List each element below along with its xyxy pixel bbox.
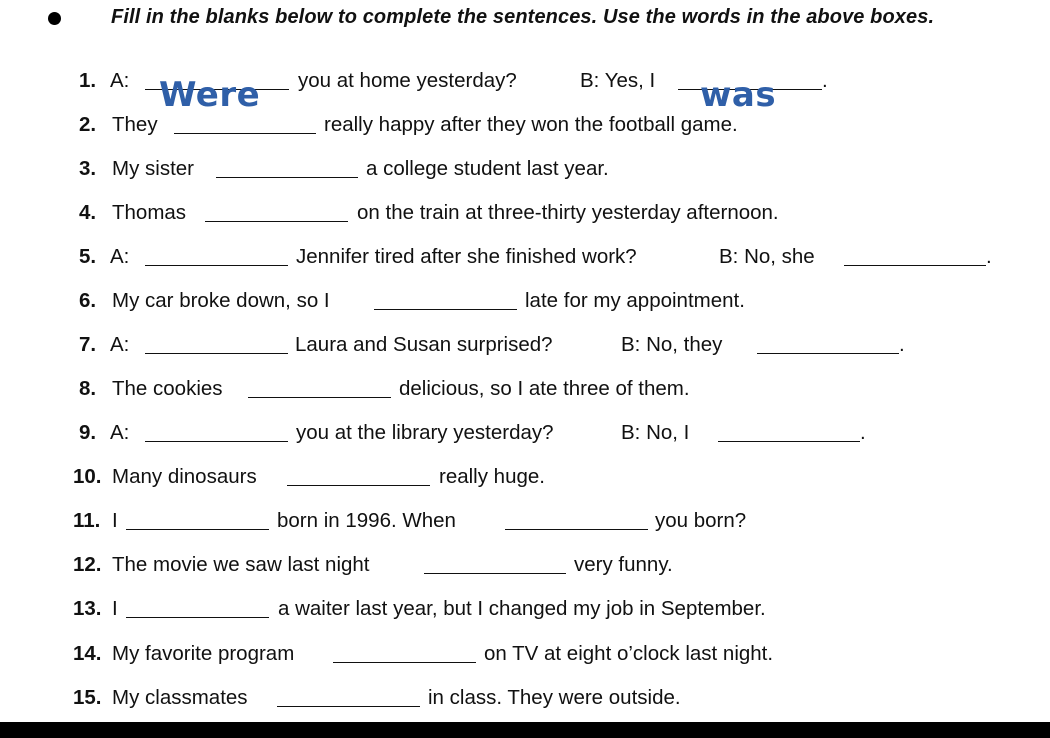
item-number: 5.: [79, 245, 97, 268]
item-text: on the train at three-thirty yesterday afternoon.: [357, 201, 779, 224]
item-text: you at the library yesterday?: [296, 421, 554, 444]
item-text: B: No, she: [719, 245, 815, 268]
exercise-11: [0, 506, 1050, 536]
item-text: My classmates: [112, 686, 248, 709]
exercise-5: [0, 242, 1050, 272]
item-text: very funny.: [574, 553, 673, 576]
item-text: The cookies: [112, 377, 223, 400]
item-text: a waiter last year, but I changed my job in September.: [278, 597, 766, 620]
exercise-9: [0, 418, 1050, 448]
answer-handwritten: Were: [159, 75, 261, 115]
answer-handwritten: was: [700, 75, 777, 115]
exercise-6: [0, 286, 1050, 316]
item-text: in class. They were outside.: [428, 686, 681, 709]
item-text: on TV at eight o’clock last night.: [484, 642, 774, 665]
item-number: 9.: [79, 421, 97, 444]
blank[interactable]: [374, 309, 517, 310]
item-number: 8.: [79, 377, 97, 400]
blank[interactable]: [287, 485, 430, 486]
item-text: delicious, so I ate three of them.: [399, 377, 690, 400]
item-number: 10.: [73, 465, 102, 488]
blank[interactable]: [844, 265, 986, 266]
item-text: really huge.: [439, 465, 545, 488]
item-text: Laura and Susan surprised?: [295, 333, 553, 356]
blank[interactable]: [145, 265, 288, 266]
exercise-2: [0, 110, 1050, 140]
item-text: really happy after they won the football game.: [324, 113, 738, 136]
item-text: B: No, they: [621, 333, 723, 356]
item-text: B: Yes, I: [580, 69, 656, 92]
item-number: 7.: [79, 333, 97, 356]
exercise-15: [0, 683, 1050, 713]
item-text: A:: [110, 245, 130, 268]
item-text: B: No, I: [621, 421, 690, 444]
item-text: A:: [110, 69, 130, 92]
item-number: 1.: [79, 69, 97, 92]
bottom-black-bar: [0, 722, 1050, 738]
blank[interactable]: [678, 75, 822, 115]
blank[interactable]: [126, 529, 269, 530]
exercise-10: [0, 462, 1050, 492]
blank[interactable]: [145, 353, 288, 354]
blank[interactable]: [277, 706, 420, 707]
item-text: born in 1996. When: [277, 509, 456, 532]
instructions: Fill in the blanks below to complete the sentences. Use the words in the above boxes.: [111, 6, 935, 28]
item-number: 12.: [73, 553, 102, 576]
item-text: My favorite program: [112, 642, 295, 665]
exercise-4: [0, 198, 1050, 228]
item-number: 14.: [73, 642, 102, 665]
item-text: you at home yesterday?: [298, 69, 517, 92]
item-text: I: [112, 597, 118, 620]
item-number: 6.: [79, 289, 97, 312]
item-text: My car broke down, so I: [112, 289, 330, 312]
exercise-13: [0, 594, 1050, 624]
blank[interactable]: [248, 397, 391, 398]
blank[interactable]: [205, 221, 348, 222]
item-text: .: [899, 333, 905, 356]
exercise-1: [0, 66, 1050, 115]
item-text: Jennifer tired after she finished work?: [296, 245, 637, 268]
item-text: Many dinosaurs: [112, 465, 257, 488]
exercise-7: [0, 330, 1050, 360]
item-text: .: [986, 245, 992, 268]
item-text: late for my appointment.: [525, 289, 745, 312]
item-text: A:: [110, 421, 130, 444]
blank[interactable]: [424, 573, 566, 574]
item-text: Thomas: [112, 201, 187, 224]
bullet-point: [48, 12, 61, 25]
item-text: My sister: [112, 157, 194, 180]
item-text: I: [112, 509, 118, 532]
blank[interactable]: [174, 133, 316, 134]
item-number: 13.: [73, 597, 102, 620]
item-text: They: [112, 113, 158, 136]
blank[interactable]: [718, 441, 860, 442]
item-number: 15.: [73, 686, 102, 709]
item-text: .: [860, 421, 866, 444]
blank[interactable]: [126, 617, 269, 618]
item-number: 4.: [79, 201, 97, 224]
item-text: The movie we saw last night: [112, 553, 370, 576]
item-number: 3.: [79, 157, 97, 180]
exercise-8: [0, 374, 1050, 404]
exercise-3: [0, 154, 1050, 184]
blank[interactable]: [333, 662, 476, 663]
item-text: you born?: [655, 509, 747, 532]
item-text: a college student last year.: [366, 157, 609, 180]
blank[interactable]: [216, 177, 358, 178]
blank[interactable]: [505, 529, 648, 530]
blank[interactable]: [757, 353, 899, 354]
item-text: A:: [110, 333, 130, 356]
item-number: 2.: [79, 113, 97, 136]
item-number: 11.: [73, 509, 101, 532]
item-text: .: [822, 69, 828, 92]
exercise-14: [0, 639, 1050, 669]
blank[interactable]: [145, 75, 289, 115]
exercise-12: [0, 550, 1050, 580]
blank[interactable]: [145, 441, 288, 442]
